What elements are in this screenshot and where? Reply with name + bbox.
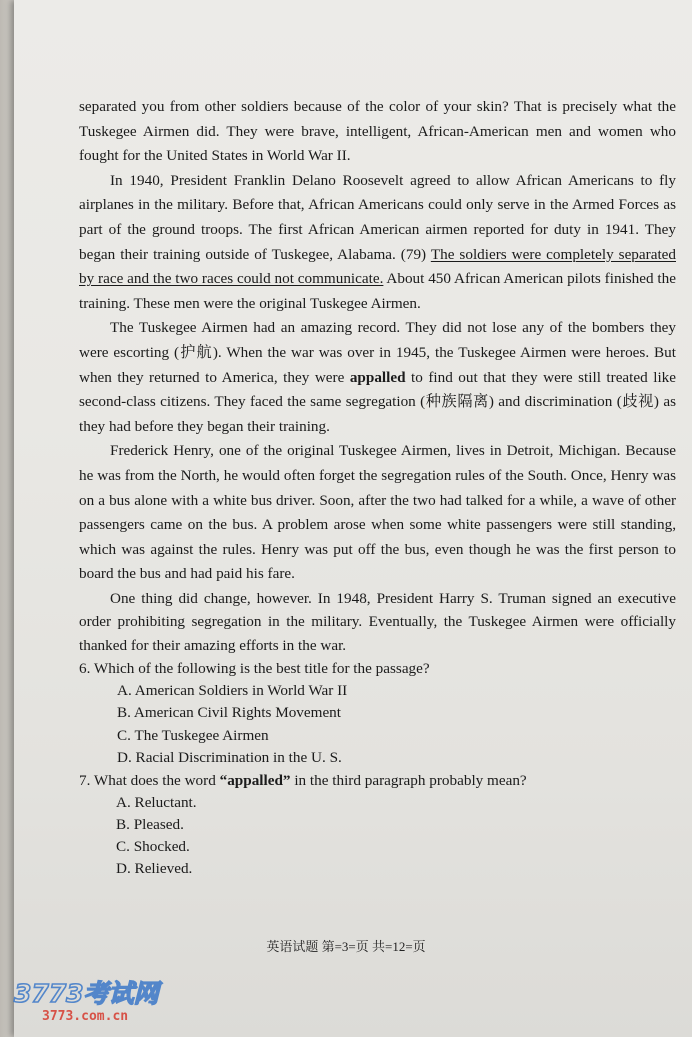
watermark-logo <box>12 974 182 1026</box>
watermark-graphic <box>12 974 182 1026</box>
paragraph-2 <box>79 169 676 317</box>
paragraph-3 <box>79 316 676 439</box>
question-7-option-c: C. Shocked. <box>116 838 190 856</box>
question-7-option-d: D. Relieved. <box>116 860 193 878</box>
paragraph-3-text-b: to find out that they were still treated like second-class citizens. They faced the same segregation (种族隔离) and discrimination (歧视) as they had before they began their training. <box>79 368 676 435</box>
watermark-url-text: 3773.com.cn <box>42 1009 129 1024</box>
paragraph-1: separated you from other soldiers because of the color of your skin? That is precisely what the Tuskegee Airmen did. They were brave, intelligent, African-American men and women who fought for the United States in World War II. <box>79 98 676 165</box>
question-7-stem-b: in the third paragraph probably mean? <box>290 771 527 789</box>
underlined-sentence-79: The soldiers were completely separated by race and the two races could not communicate. <box>79 245 676 288</box>
question-6 <box>79 658 676 770</box>
question-6-option-a: A. American Soldiers in World War II <box>117 682 348 700</box>
question-7-option-a: A. Reluctant. <box>116 794 197 812</box>
question-6-option-c: C. The Tuskegee Airmen <box>117 726 269 744</box>
binding-shadow <box>0 0 14 1037</box>
paragraph-3-text-a: The Tuskegee Airmen had an amazing record. They did not lose any of the bombers they were escorting (护航). When the war was over in 1945, the Tuskegee Airmen were heroes. But when they returned to America, they were <box>79 319 676 386</box>
question-7 <box>79 770 676 880</box>
watermark-brand-text: 3773考试网 <box>14 979 159 1008</box>
page-footer: 英语试题 第=3=页 共=12=页 <box>266 939 426 954</box>
question-6-stem: 6. Which of the following is the best title for the passage? <box>79 659 430 677</box>
question-6-option-d: D. Racial Discrimination in the U. S. <box>117 749 342 767</box>
question-7-stem-a: 7. What does the word <box>79 771 220 789</box>
reading-passage <box>79 95 676 880</box>
paragraph-4: Frederick Henry, one of the original Tuskegee Airmen, lives in Detroit, Michigan. Because he was from the North, he would often forget the segregation rules of the South. Once, Henry was on a bus alone with a white bus driver. Soon, after the two had talked for a while, a wave of other passengers came on the bus. A problem arose when some white passengers were still standing, which was against the rules. Henry was put off the bus, even though he was the first person to board the bus and had paid his fare. <box>79 442 676 583</box>
paragraph-5: One thing did change, however. In 1948, President Harry S. Truman signed an executive order prohibiting segregation in the military. Eventually, the Tuskegee Airmen were officially thanked for their amazing efforts in the war. <box>79 589 676 655</box>
question-6-option-b: B. American Civil Rights Movement <box>117 704 342 722</box>
question-7-option-b: B. Pleased. <box>116 816 184 834</box>
bold-word-appalled: appalled <box>349 368 406 386</box>
question-7-stem <box>79 770 676 792</box>
paragraph-2-text-b: About 450 African American pilots finished the training. These men were the original Tuskegee Airmen. <box>79 270 676 312</box>
question-7-keyword: “appalled” <box>219 771 291 789</box>
paragraph-2-text-a: In 1940, President Franklin Delano Roosevelt agreed to allow African Americans to fly airplanes in the military. Before that, African Americans could only serve in the Armed Forces as part of the ground troops. The first African American airmen reported for duty in 1941. They began their training outside of Tuskegee, Alabama. (79) <box>79 171 676 263</box>
